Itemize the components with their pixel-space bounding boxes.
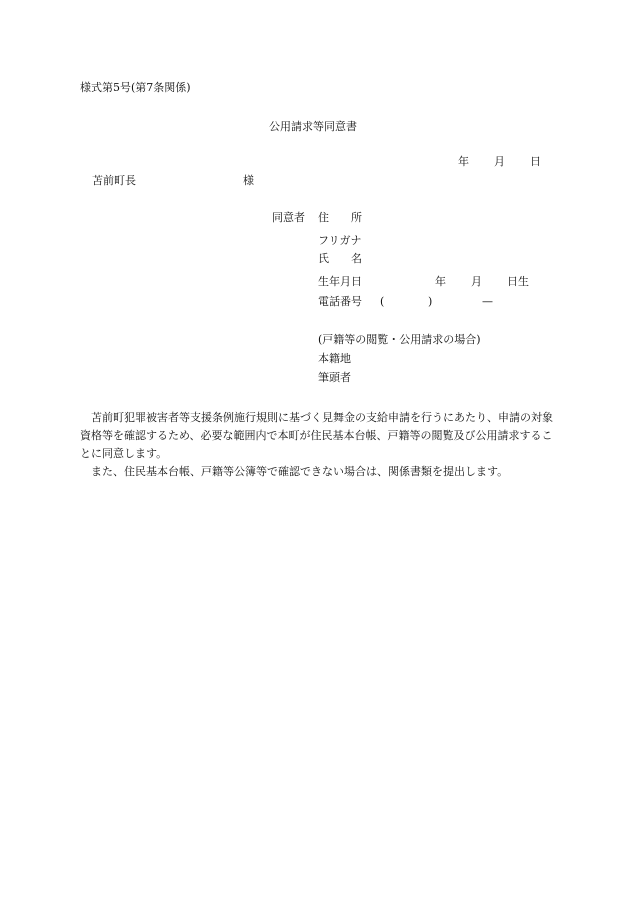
consent-paragraph-2: また、住民基本台帳、戸籍等公簿等で確認できない場合は、関係書類を提出します。 bbox=[91, 465, 509, 478]
consent-body bbox=[80, 409, 556, 481]
date-year-label: 年 bbox=[458, 155, 469, 168]
date-day-label: 日 bbox=[530, 155, 541, 168]
birth-month-label: 月 bbox=[471, 275, 482, 288]
birth-day-label: 日生 bbox=[507, 275, 529, 288]
phone-paren-close: ) bbox=[428, 295, 433, 308]
date-month-label: 月 bbox=[494, 155, 505, 168]
birth-year-label: 年 bbox=[435, 275, 446, 288]
consent-paragraph-1: 苫前町犯罪被害者等支援条例施行規則に基づく見舞金の支給申請を行うにあたり、申請の対象資格等を確認するため、必要な範囲内で本町が住民基本台帳、戸籍等の閲覧及び公用請求することに同意します。 bbox=[80, 411, 553, 460]
honseki-label: 本籍地 bbox=[318, 352, 351, 365]
form-number: 様式第5号(第7条関係) bbox=[80, 81, 191, 94]
phone-paren-open: ( bbox=[380, 295, 385, 308]
phone-label: 電話番号 bbox=[318, 295, 362, 308]
document-title: 公用請求等同意書 bbox=[269, 120, 357, 133]
consenter-heading: 同意者 bbox=[272, 211, 305, 224]
name-label: 氏 名 bbox=[318, 252, 362, 265]
phone-dash: — bbox=[482, 295, 493, 308]
furigana-label: フリガナ bbox=[318, 234, 362, 247]
addressee-name: 苫前町長 bbox=[92, 174, 136, 187]
koseki-note: (戸籍等の閲覧・公用請求の場合) bbox=[318, 333, 481, 346]
address-label: 住 所 bbox=[318, 211, 362, 224]
hittousha-label: 筆頭者 bbox=[318, 371, 351, 384]
addressee-honorific: 様 bbox=[243, 174, 254, 187]
birthdate-label: 生年月日 bbox=[318, 275, 362, 288]
